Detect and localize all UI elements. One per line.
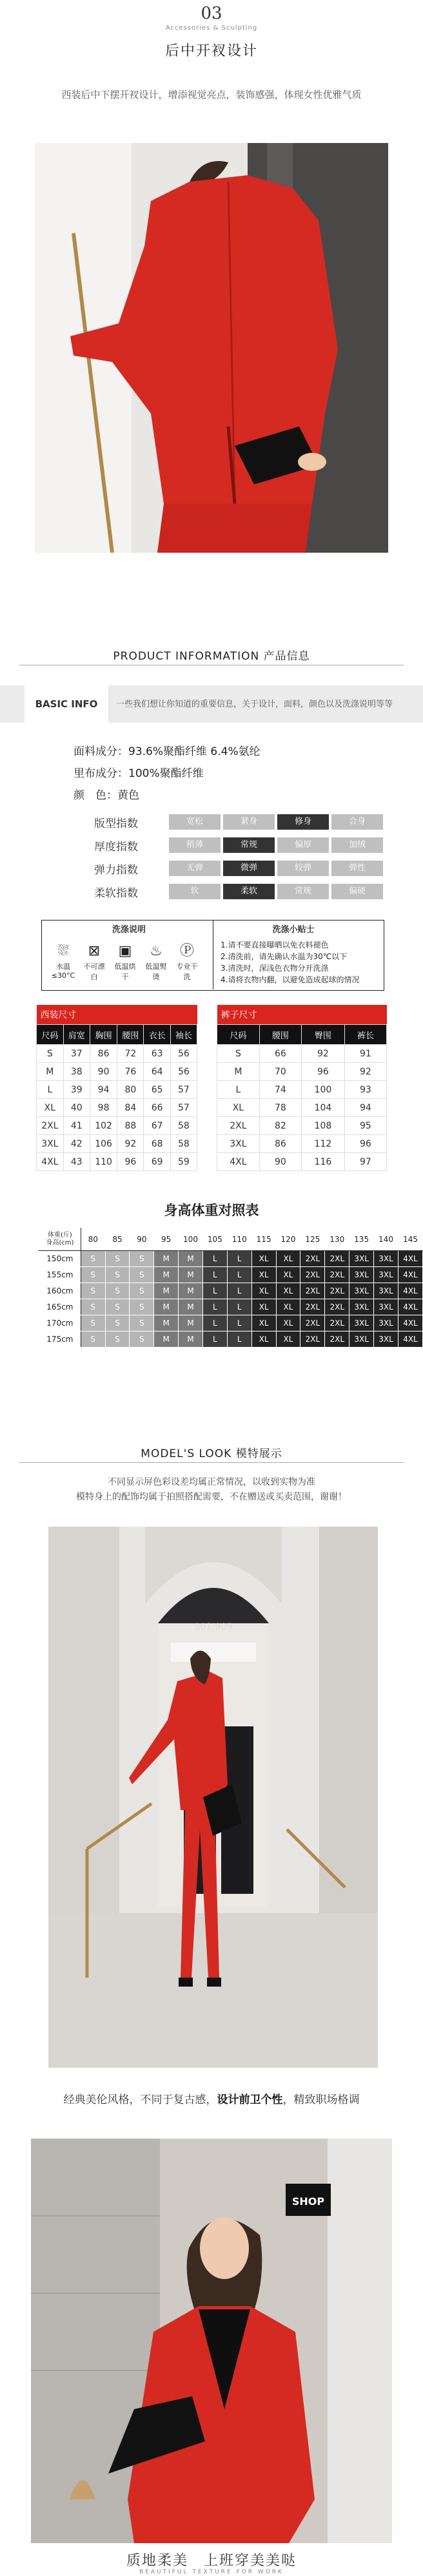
attr-stretch-option: 弹性: [331, 861, 383, 876]
size-cell: XL: [251, 1331, 276, 1348]
size-cell: 2XL: [325, 1283, 349, 1299]
weight-header: 135: [349, 1228, 374, 1251]
size-cell: M: [154, 1251, 179, 1267]
size-cell: M: [154, 1315, 179, 1331]
footer-subtitle: BEAUTIFUL TEXTURE FOR WORK: [139, 2569, 284, 2575]
size-cell: XL: [251, 1283, 276, 1299]
caption-highlight: 设计前卫个性: [217, 2094, 283, 2106]
table-row: M 70 96 92: [217, 1063, 387, 1081]
column-header: 腰围: [117, 1025, 144, 1045]
attr-softness-option: 软: [169, 884, 221, 899]
size-cell: L: [202, 1283, 227, 1299]
size-cell: S: [130, 1251, 154, 1267]
size-cell: S: [105, 1315, 130, 1331]
weight-header: 90: [130, 1228, 154, 1251]
dry-clean-icon: Ⓟ 专业干洗: [176, 943, 198, 981]
lining-composition: 里布成分：100%聚酯纤维: [74, 767, 204, 780]
model-closeup-photo: [31, 2139, 392, 2543]
size-cell: 3XL: [349, 1299, 374, 1315]
size-cell: 3XL: [374, 1251, 398, 1267]
care-title: 洗涤说明: [112, 925, 146, 935]
size-cell: M: [179, 1331, 203, 1348]
care-tip: 2.清洗前，请先确认水温为30℃以下: [221, 952, 348, 961]
size-cell: S: [105, 1251, 130, 1267]
size-cell: S: [130, 1299, 154, 1315]
size-cell: 4XL: [398, 1267, 422, 1283]
size-cell: 4XL: [398, 1283, 422, 1299]
size-cell: XL: [276, 1315, 300, 1331]
weight-header: 125: [300, 1228, 325, 1251]
section-description: 西装后中下摆开衩设计，增添视觉亮点，装饰感强，体现女性优雅气质: [61, 89, 362, 100]
size-cell: XL: [276, 1331, 300, 1348]
size-cell: 4XL: [398, 1315, 422, 1331]
height-label: 165cm: [39, 1299, 81, 1315]
door-number-sign: 901-909: [194, 1622, 233, 1632]
size-cell: 4XL: [398, 1251, 422, 1267]
size-cell: 3XL: [374, 1331, 398, 1348]
size-cell: L: [202, 1299, 227, 1315]
size-cell: 3XL: [349, 1251, 374, 1267]
size-cell: M: [154, 1283, 179, 1299]
table-row: [39, 1315, 423, 1331]
table-row: XL 78 104 94: [217, 1099, 387, 1117]
attr-stretch-option: 无弹: [169, 861, 221, 876]
attr-stretch-option-selected: 微弹: [223, 861, 275, 876]
size-cell: M: [179, 1299, 203, 1315]
care-icon-label: 专业干洗: [176, 962, 198, 981]
attr-fit-option-selected: 修身: [277, 814, 329, 830]
size-cell: 3XL: [349, 1267, 374, 1283]
table-row: S 66 92 91: [217, 1045, 387, 1063]
size-cell: 2XL: [300, 1283, 325, 1299]
size-cell: 2XL: [300, 1331, 325, 1348]
weight-header: 95: [154, 1228, 179, 1251]
height-label: 160cm: [39, 1283, 81, 1299]
size-cell: M: [179, 1283, 203, 1299]
height-label: 170cm: [39, 1315, 81, 1331]
section-title: 后中开衩设计: [164, 43, 258, 59]
header-divider: [19, 1462, 404, 1463]
weight-header: 100: [179, 1228, 203, 1251]
table-row: [39, 1331, 423, 1348]
size-cell: 3XL: [374, 1267, 398, 1283]
basic-info-note: 一些我们想让你知道的重要信息，关于设计，面料，颜色以及洗涤说明等等: [116, 700, 393, 709]
column-header: 尺码: [217, 1025, 260, 1045]
size-cell: 3XL: [349, 1331, 374, 1348]
models-look-header: MODEL'S LOOK 模特展示: [141, 1447, 282, 1460]
size-cell: S: [81, 1251, 105, 1267]
weight-header: 80: [81, 1228, 105, 1251]
care-tip: 3.清洗时，深浅色衣物分开洗涤: [221, 964, 329, 973]
table-row: 3XL 86 112 96: [217, 1135, 387, 1153]
size-cell: 2XL: [325, 1267, 349, 1283]
wash-icon: ⛆ 水温≤30°C: [51, 943, 75, 980]
model-full-photo: [48, 1527, 378, 2068]
care-icon-label: 低温熨烫: [145, 962, 167, 981]
pants-size-table: [217, 1005, 387, 1171]
size-cell: S: [130, 1267, 154, 1283]
table-row: [39, 1267, 423, 1283]
size-cell: M: [179, 1315, 203, 1331]
ref-corner: 体重(斤) 身高(cm): [39, 1228, 81, 1251]
weight-header: 145: [398, 1228, 422, 1251]
size-cell: XL: [251, 1299, 276, 1315]
column-header: 衣长: [144, 1025, 170, 1045]
attr-label-softness: 柔软指数: [94, 887, 138, 900]
weight-header: 110: [227, 1228, 251, 1251]
column-header: 腰围: [259, 1025, 301, 1045]
care-icon-label: 水温≤30°C: [51, 962, 75, 980]
care-tips-title: 洗涤小贴士: [272, 925, 315, 935]
column-header: 臀围: [301, 1025, 344, 1045]
attr-softness-option: 常规: [277, 884, 329, 899]
size-cell: 2XL: [325, 1299, 349, 1315]
table-row: 4XL 43 110 96 69 59: [37, 1153, 197, 1171]
size-cell: 2XL: [300, 1267, 325, 1283]
table-row: XL 40 98 84 66 57: [37, 1099, 197, 1117]
attr-thickness-option: 稍薄: [169, 837, 221, 853]
table-row: M 38 90 76 64 56: [37, 1063, 197, 1081]
weight-header: 130: [325, 1228, 349, 1251]
tumble-dry-icon: ▣ 低温烘干: [114, 943, 136, 981]
weight-header: 105: [202, 1228, 227, 1251]
size-cell: M: [179, 1267, 203, 1283]
column-header: 裤长: [344, 1025, 386, 1045]
size-cell: L: [227, 1299, 251, 1315]
size-cell: XL: [251, 1315, 276, 1331]
attr-thickness-option: 加绒: [331, 837, 383, 853]
table-row: 4XL 90 116 97: [217, 1153, 387, 1171]
column-header: 胸围: [90, 1025, 117, 1045]
attr-softness-option-selected: 柔软: [223, 884, 275, 899]
size-cell: L: [227, 1283, 251, 1299]
height-label: 150cm: [39, 1251, 81, 1267]
size-cell: 3XL: [374, 1283, 398, 1299]
care-icon-label: 不可漂白: [83, 962, 105, 981]
attr-thickness-option-selected: 常规: [223, 837, 275, 853]
attr-thickness-option: 偏厚: [277, 837, 329, 853]
size-cell: M: [154, 1331, 179, 1348]
section-subtitle: Accessories & Sculpting: [165, 24, 258, 32]
product-info-header: PRODUCT INFORMATION 产品信息: [113, 650, 310, 663]
table-row: 2XL 82 108 95: [217, 1117, 387, 1135]
size-cell: S: [81, 1283, 105, 1299]
column-header: 袖长: [170, 1025, 197, 1045]
back-slit-photo: [35, 143, 388, 553]
size-cell: S: [81, 1267, 105, 1283]
size-cell: XL: [276, 1267, 300, 1283]
size-cell: 2XL: [300, 1315, 325, 1331]
table-row: L 74 100 93: [217, 1081, 387, 1099]
size-cell: S: [105, 1331, 130, 1348]
care-tip: 1.请不要直接曝晒以免衣料褪色: [221, 940, 329, 949]
size-cell: S: [105, 1267, 130, 1283]
size-cell: XL: [251, 1251, 276, 1267]
size-reference-title: 身高体重对照表: [164, 1203, 259, 1218]
size-cell: 4XL: [398, 1299, 422, 1315]
height-label: 175cm: [39, 1331, 81, 1348]
size-cell: M: [154, 1267, 179, 1283]
attr-fit-option: 宽松: [169, 814, 221, 830]
size-cell: S: [130, 1331, 154, 1348]
pants-size-caption: 裤子尺寸: [217, 1005, 387, 1025]
size-cell: S: [81, 1299, 105, 1315]
size-cell: XL: [276, 1299, 300, 1315]
attr-label-fit: 版型指数: [94, 817, 138, 830]
jacket-size-table: [36, 1005, 197, 1171]
size-cell: S: [105, 1299, 130, 1315]
size-cell: 3XL: [374, 1315, 398, 1331]
weight-header: 85: [105, 1228, 130, 1251]
no-bleach-icon: ⊠ 不可漂白: [83, 943, 105, 981]
size-cell: 3XL: [349, 1283, 374, 1299]
weight-header: 120: [276, 1228, 300, 1251]
table-row: 2XL 41 102 88 67 58: [37, 1117, 197, 1135]
table-row: [39, 1283, 423, 1299]
weight-header: 140: [374, 1228, 398, 1251]
section-number: 03: [201, 4, 222, 23]
size-cell: XL: [276, 1283, 300, 1299]
size-cell: L: [202, 1251, 227, 1267]
jacket-size-caption: 西装尺寸: [37, 1005, 197, 1025]
table-row: S 37 86 72 63 56: [37, 1045, 197, 1063]
size-cell: 3XL: [349, 1315, 374, 1331]
size-cell: 4XL: [398, 1331, 422, 1348]
size-cell: L: [227, 1315, 251, 1331]
attr-stretch-option: 较弹: [277, 861, 329, 876]
size-cell: 2XL: [325, 1315, 349, 1331]
color-info: 颜 色：黄色: [74, 789, 139, 802]
size-cell: L: [227, 1331, 251, 1348]
iron-icon: ♨ 低温熨烫: [145, 943, 167, 981]
footer-title: 质地柔美 上班穿美美哒: [126, 2553, 297, 2569]
size-cell: 2XL: [325, 1331, 349, 1348]
attr-label-stretch: 弹力指数: [94, 864, 138, 877]
size-cell: XL: [251, 1267, 276, 1283]
size-cell: S: [81, 1331, 105, 1348]
size-cell: S: [105, 1283, 130, 1299]
size-cell: S: [130, 1315, 154, 1331]
weight-header: 115: [251, 1228, 276, 1251]
attr-fit-option: 合身: [331, 814, 383, 830]
care-icon-label: 低温烘干: [114, 962, 136, 981]
size-cell: 3XL: [374, 1299, 398, 1315]
shop-sign: SHOP: [291, 2195, 325, 2208]
size-cell: L: [202, 1267, 227, 1283]
size-cell: XL: [276, 1251, 300, 1267]
color-disclaimer: 不同显示屏色彩设差均属正常情况，以收到实物为准: [108, 1477, 315, 1487]
table-row: [39, 1251, 423, 1267]
attr-fit-option: 紧身: [223, 814, 275, 830]
basic-info-label: BASIC INFO: [25, 685, 108, 723]
care-tip: 4.请将衣物内翻，以避免造成起球的情况: [221, 975, 360, 984]
size-cell: L: [202, 1315, 227, 1331]
size-cell: 2XL: [300, 1251, 325, 1267]
table-row: L 39 94 80 65 57: [37, 1081, 197, 1099]
accessory-disclaimer: 模特身上的配饰均属于拍照搭配需要，不在赠送或买卖范围，谢谢！: [76, 1492, 347, 1502]
style-caption: 经典美伦风格，不同于复古感，设计前卫个性，精致职场格调: [63, 2094, 360, 2106]
size-cell: S: [130, 1283, 154, 1299]
table-row: 3XL 42 106 92 68 58: [37, 1135, 197, 1153]
size-cell: 2XL: [325, 1251, 349, 1267]
column-header: 尺码: [37, 1025, 64, 1045]
size-reference-table: [39, 1228, 423, 1348]
table-row: [39, 1299, 423, 1315]
size-cell: 2XL: [300, 1299, 325, 1315]
size-cell: M: [154, 1299, 179, 1315]
attr-softness-option: 偏硬: [331, 884, 383, 899]
fabric-composition: 面料成分：93.6%聚酯纤维 6.4%氨纶: [74, 745, 261, 758]
height-label: 155cm: [39, 1267, 81, 1283]
size-cell: S: [81, 1315, 105, 1331]
attr-label-thickness: 厚度指数: [94, 841, 138, 854]
size-cell: L: [227, 1267, 251, 1283]
size-cell: L: [227, 1251, 251, 1267]
size-cell: L: [202, 1331, 227, 1348]
column-header: 肩宽: [63, 1025, 90, 1045]
size-cell: M: [179, 1251, 203, 1267]
